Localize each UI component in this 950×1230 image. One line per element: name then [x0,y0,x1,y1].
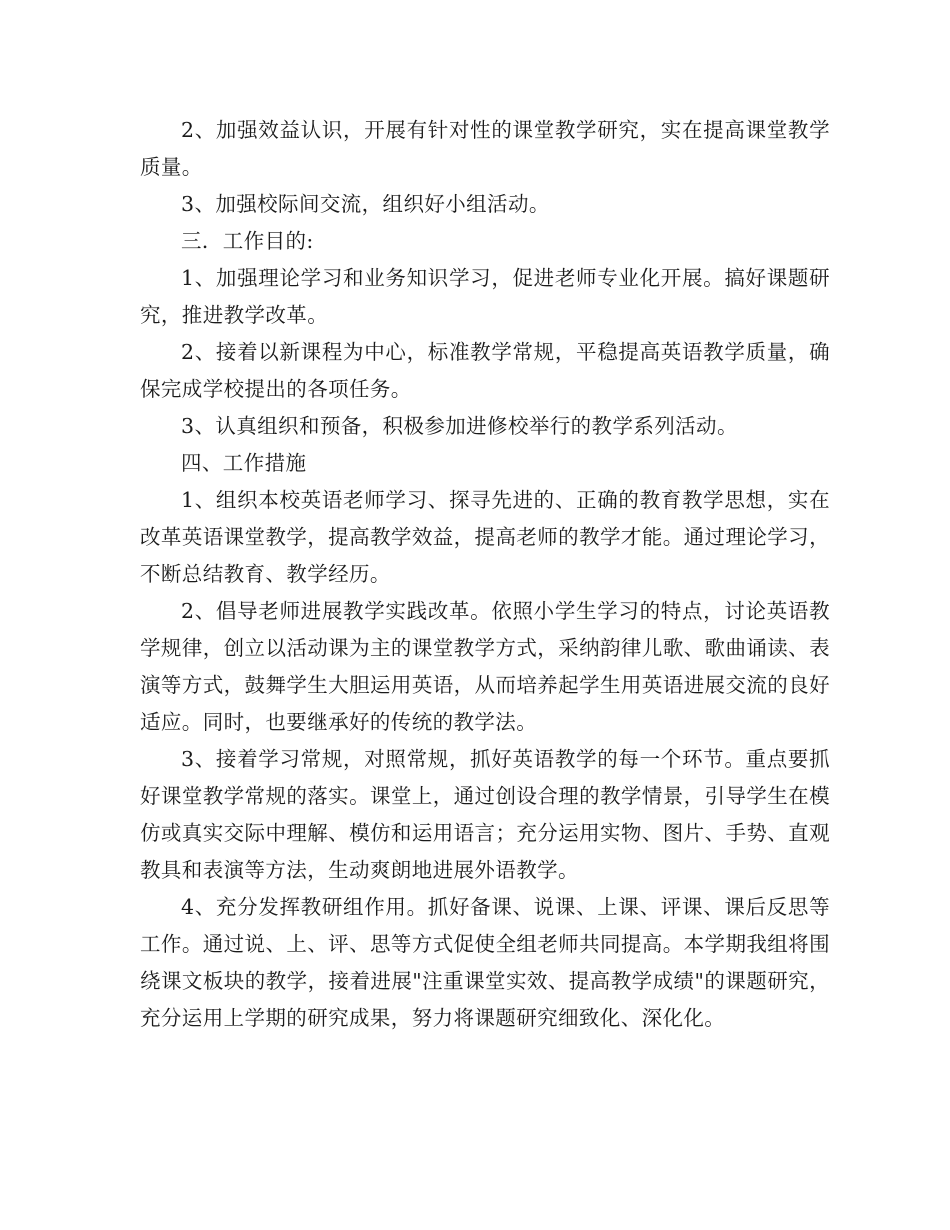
paragraph-5: 3、认真组织和预备，积极参加进修校举行的教学系列活动。 [181,414,738,438]
paragraph-9: 4、充分发挥教研组作用。抓好备课、说课、上课、评课、课后反思等工作。通过说、上、评、思等方式促使全组老师共同提高。本学期我组将围绕课文板块的教学，接着进展"注重课堂实效、提高教学成绩"的课题研究，充分运用上学期的研究成果，努力将课题研究细致化、深化化。 [140,895,830,1030]
paragraph-1: 2、加强效益认识，开展有针对性的课堂教学研究，实在提高课堂教学质量。 [140,118,830,179]
section-heading-goals: 三．工作目的: [181,229,314,253]
paragraph-2: 3、加强校际间交流，组织好小组活动。 [181,192,550,216]
paragraph-4: 2、接着以新课程为中心，标准教学常规，平稳提高英语教学质量，确保完成学校提出的各项任务。 [140,340,830,401]
paragraph-6: 1、组织本校英语老师学习、探寻先进的、正确的教育教学思想，实在改革英语课堂教学，提高教学效益，提高老师的教学才能。通过理论学习，不断总结教育、教学经历。 [140,488,830,586]
section-heading-measures: 四、工作措施 [181,451,307,475]
paragraph-3: 1、加强理论学习和业务知识学习，促进老师专业化开展。搞好课题研究，推进教学改革。 [140,266,830,327]
paragraph-8: 3、接着学习常规，对照常规，抓好英语教学的每一个环节。重点要抓好课堂教学常规的落实。课堂上，通过创设合理的教学情景，引导学生在模仿或真实交际中理解、模仿和运用语言；充分运用实物、图片、手势、直观教具和表演等方法，生动爽朗地进展外语教学。 [140,747,830,882]
paragraph-7: 2、倡导老师进展教学实践改革。依照小学生学习的特点，讨论英语教学规律，创立以活动课为主的课堂教学方式，采纳韵律儿歌、歌曲诵读、表演等方式，鼓舞学生大胆运用英语，从而培养起学生用英语进展交流的良好适应。同时，也要继承好的传统的教学法。 [140,599,830,734]
document-body [140,112,830,1037]
